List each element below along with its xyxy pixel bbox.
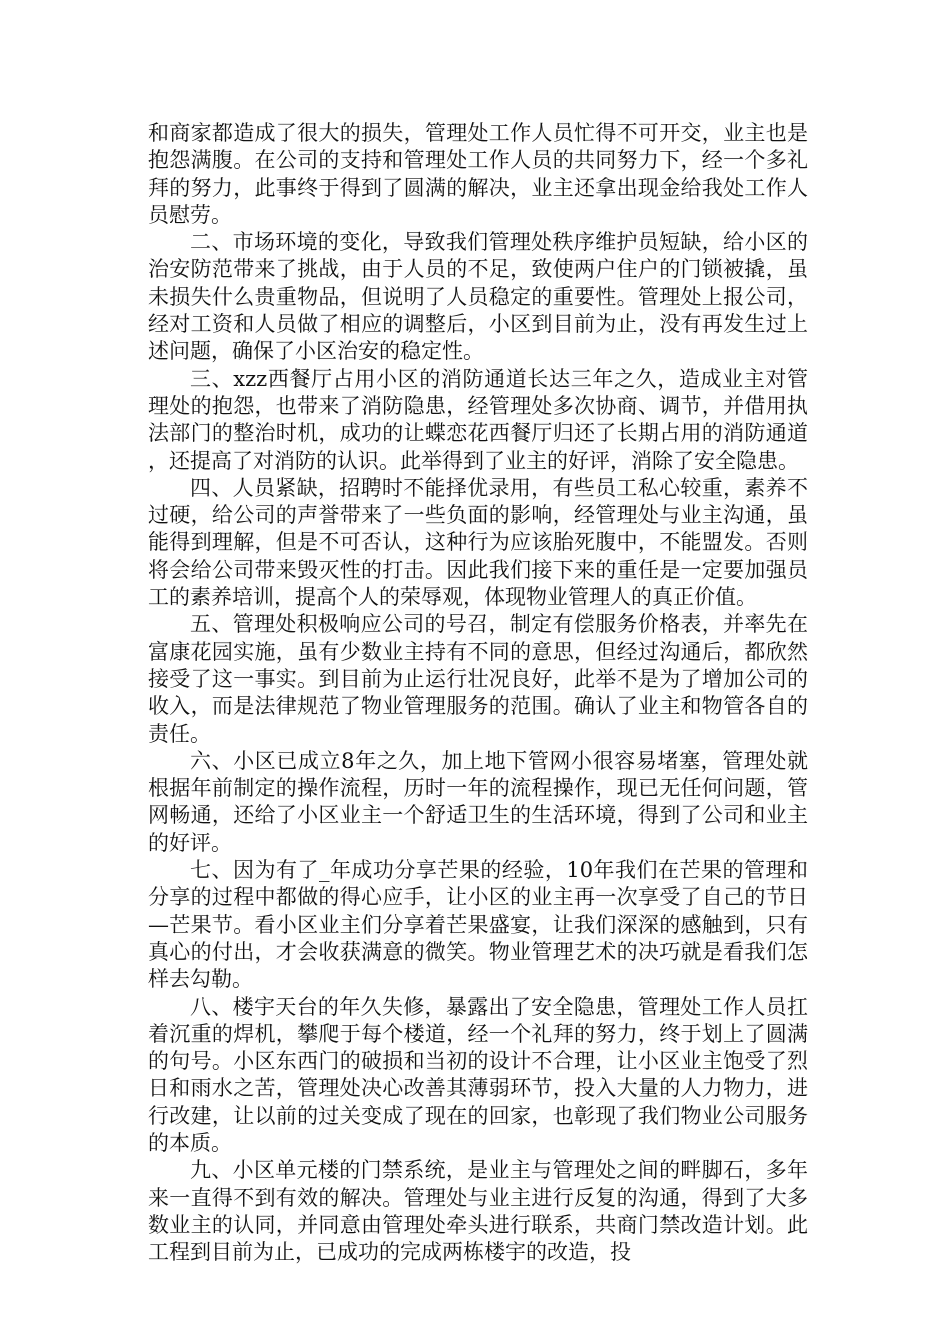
document-body bbox=[148, 120, 808, 1266]
paragraph-item-4: 四、人员紧缺，招聘时不能择优录用，有些员工私心较重，素养不过硬，给公司的声誉带来了一些负面的影响，经管理处与业主沟通，虽能得到理解，但是不可否认，这种行为应该胎死腹中，不能盟发。否则将会给公司带来毁灭性的打击。因此我们接下来的重任是一定要加强员工的素养培训，提高个人的荣辱观，体现物业管理人的真正价值。 bbox=[148, 475, 808, 610]
paragraph-item-6: 六、小区已成立8年之久，加上地下管网小很容易堵塞，管理处就根据年前制定的操作流程，历时一年的流程操作，现已无任何问题，管网畅通，还给了小区业主一个舒适卫生的生活环境，得到了公司和业主的好评。 bbox=[148, 748, 808, 855]
paragraph-item-8: 八、楼宇天台的年久失修，暴露出了安全隐患，管理处工作人员扛着沉重的焊机，攀爬于每个楼道，经一个礼拜的努力，终于划上了圆满的句号。小区东西门的破损和当初的设计不合理，让小区业主饱受了烈日和雨水之苦，管理处决心改善其薄弱环节，投入大量的人力物力，进行改建，让以前的过关变成了现在的回家，也彰现了我们物业公司服务的本质。 bbox=[148, 994, 808, 1155]
paragraph-continued: 和商家都造成了很大的损失，管理处工作人员忙得不可开交，业主也是抱怨满腹。在公司的支持和管理处工作人员的共同努力下，经一个多礼拜的努力，此事终于得到了圆满的解决，业主还拿出现金给我处工作人员慰劳。 bbox=[148, 121, 808, 227]
paragraph-item-2: 二、市场环境的变化，导致我们管理处秩序维护员短缺，给小区的治安防范带来了挑战，由于人员的不足，致使两户住户的门锁被撬，虽未损失什么贵重物品，但说明了人员稳定的重要性。管理处上报公司，经对工资和人员做了相应的调整后，小区到目前为止，没有再发生过上述问题，确保了小区治安的稳定性。 bbox=[148, 230, 808, 364]
paragraph-item-3: 三、xzz西餐厅占用小区的消防通道长达三年之久，造成业主对管理处的抱怨，也带来了消防隐患，经管理处多次协商、调节，并借用执法部门的整治时机，成功的让蝶恋花西餐厅归还了长期占用的消防通道，还提高了对消防的认识。此举得到了业主的好评，消除了安全隐患。 bbox=[148, 366, 808, 473]
paragraph-item-9: 九、小区单元楼的门禁系统，是业主与管理处之间的畔脚石，多年来一直得不到有效的解决。管理处与业主进行反复的沟通，得到了大多数业主的认同，并同意由管理处牵头进行联系，共商门禁改造计划。此工程到目前为止，已成功的完成两栋楼宇的改造，投 bbox=[148, 1158, 808, 1265]
paragraph-item-5: 五、管理处积极响应公司的号召，制定有偿服务价格表，并率先在富康花园实施，虽有少数业主持有不同的意思，但经过沟通后，都欣然接受了这一事实。到目前为止运行壮况良好，此举不是为了增加公司的收入，而是法律规范了物业管理服务的范围。确认了业主和物管各自的责任。 bbox=[148, 612, 808, 746]
paragraph-item-7: 七、因为有了_年成功分享芒果的经验，10年我们在芒果的管理和分享的过程中都做的得心应手，让小区的业主再一次享受了自己的节日—芒果节。看小区业主们分享着芒果盛宴，让我们深深的感触到，只有真心的付出，才会收获满意的微笑。物业管理艺术的决巧就是看我们怎样去勾勒。 bbox=[148, 858, 808, 992]
